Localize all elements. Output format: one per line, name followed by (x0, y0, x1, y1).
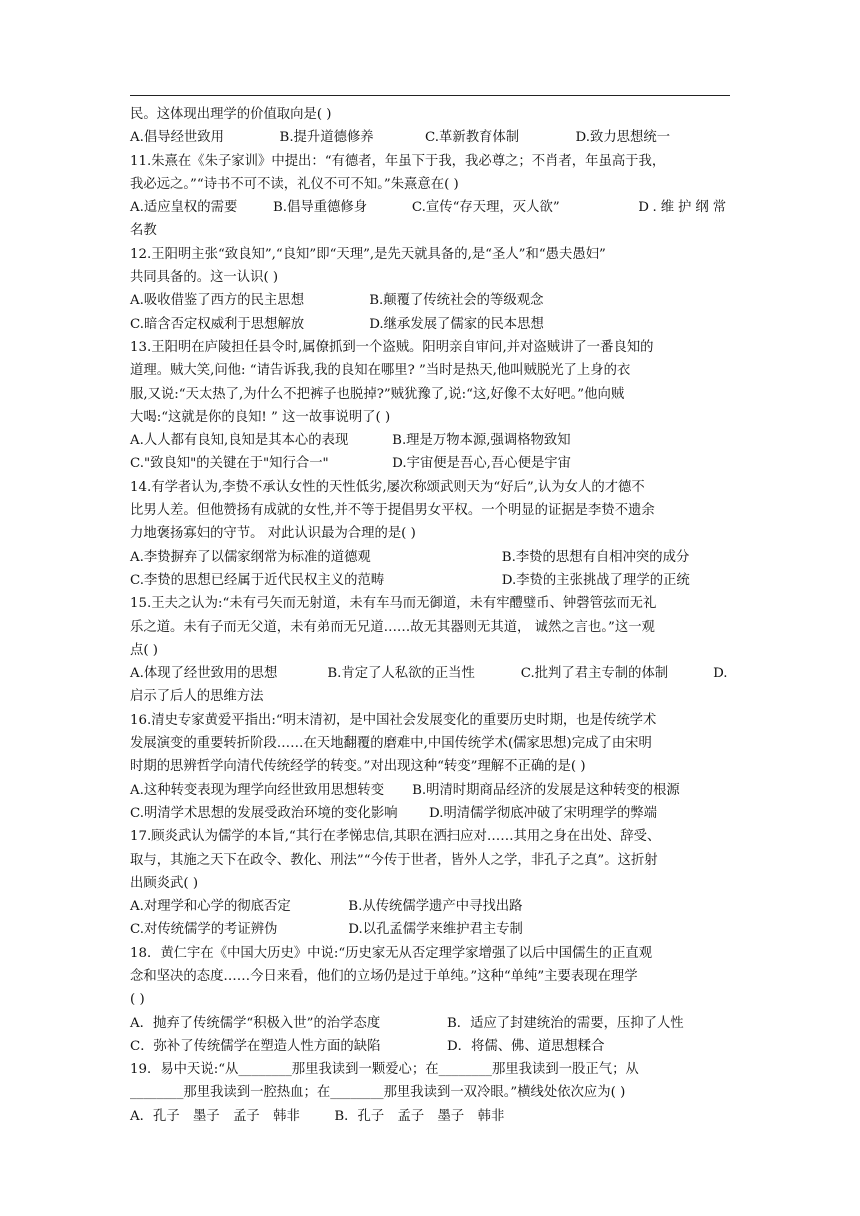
q13-stem-4: 大喝:“这就是你的良知! ” 这一故事说明了( ) (130, 409, 391, 425)
q17-stem-3: 出顾炎武( ) (130, 875, 199, 891)
q18-stem-1: 18．黄仁宇在《中国大历史》中说:“历史家无从否定理学家增强了以后中国儒生的正直观 (130, 945, 653, 961)
q16-options-row-1 (130, 779, 730, 802)
q17-option-a: A.对理学和心学的彻底否定 (130, 899, 291, 915)
q13-stem-2: 道理。贼大笑,问他: “请告诉我,我的良知在哪里? ”当时是热天,他叫贼脱光了上身的衣 (130, 363, 631, 379)
q14-options-row-1 (130, 546, 730, 569)
q12-option-d: D.继承发展了儒家的民本思想 (369, 316, 544, 332)
q13-option-d: D.宇宙便是吾心,吾心便是宇宙 (392, 456, 572, 472)
question-list (130, 103, 732, 1128)
q11-stem-1: 11.朱熹在《朱子家训》中提出：“有德者，年虽下于我，我必尊之；不肖者，年虽高于我， (130, 153, 666, 169)
q13-option-c: C."致良知"的关键在于"知行合一" (130, 456, 329, 472)
q16-stem-1: 16.清史专家黄爱平指出:“明末清初，是中国社会发展变化的重要历史时期，也是传统学术 (130, 712, 657, 728)
q11-options (130, 196, 730, 219)
header-rule (130, 95, 730, 96)
q13-option-b: B.理是万物本源,强调格物致知 (392, 433, 571, 449)
q16-option-b: B.明清时期商品经济的发展是这种转变的根源 (412, 782, 680, 798)
q13-option-a: A.人人都有良知,良知是其本心的表现 (130, 433, 349, 449)
q14-stem-2: 比男人差。但他赞扬有成就的女性,并不等于提倡男女平权。一个明显的证据是李贽不遗余 (130, 503, 655, 519)
q12-option-c: C.暗含否定权威利于思想解放 (130, 316, 305, 332)
q15-option-c: C.批判了君主专制的体制 (520, 666, 669, 682)
q18-option-b: B．适应了封建统治的需要，压抑了人性 (446, 1015, 684, 1031)
q11-option-a: A.适应皇权的需要 (130, 200, 238, 216)
q10-options (130, 126, 730, 149)
q10-option-a: A.倡导经世致用 (130, 130, 224, 146)
q15-option-d: D. (713, 666, 728, 682)
q12-options-row-2 (130, 313, 730, 336)
q11-option-d-cont: 名教 (130, 223, 157, 239)
q18-stem-3: ( ) (130, 992, 145, 1008)
q11-option-d: D.维护纲常 (638, 200, 731, 216)
q12-option-a: A.吸收借鉴了西方的民主思想 (130, 293, 305, 309)
q17-options-row-1 (130, 895, 730, 918)
q18-options-row-1 (130, 1012, 730, 1035)
q19-options (130, 1105, 730, 1128)
q15-stem-3: 点( ) (130, 642, 159, 658)
q13-options-row-2 (130, 452, 730, 475)
q10-option-b: B.提升道德修养 (279, 130, 374, 146)
q17-option-c: C.对传统儒学的考证辨伪 (130, 922, 278, 938)
q11-option-b: B.倡导重德修身 (272, 200, 368, 216)
q10-option-c: C.革新教育体制 (425, 130, 520, 146)
q14-option-a: A.李贽摒弃了以儒家纲常为标准的道德观 (130, 549, 371, 565)
q11-stem-2: 我必远之。”“诗书不可不读，礼仪不可不知。”朱熹意在( ) (130, 176, 459, 192)
q12-stem-2: 共同具备的。这一认识( ) (130, 270, 279, 286)
q13-stem-3: 服,又说:“天太热了,为什么不把裤子也脱掉?”贼犹豫了,说:“这,好像不太好吧。”他向贼 (130, 386, 625, 402)
q16-options-row-2 (130, 802, 730, 825)
q18-options-row-2 (130, 1035, 730, 1058)
q15-options (130, 662, 730, 685)
q18-option-a: A．抛弃了传统儒学“积极入世”的治学态度 (130, 1015, 381, 1031)
q14-option-b: B.李贽的思想有自相冲突的成分 (501, 549, 690, 565)
q19-option-a: A．孔子 墨子 孟子 韩非 (130, 1108, 300, 1124)
q18-option-d: D．将儒、佛、道思想糅合 (446, 1038, 605, 1054)
q16-stem-3: 时期的思辨哲学向清代传统经学的转变。”对出现这种“转变”理解不正确的是( ) (130, 759, 586, 775)
q14-option-c: C.李贽的思想已经属于近代民权主义的范畴 (130, 572, 385, 588)
q14-option-d: D.李贽的主张挑战了理学的正统 (501, 572, 690, 588)
q17-option-b: B.从传统儒学遗产中寻找出路 (348, 899, 523, 915)
q19-option-b: B．孔子 孟子 墨子 韩非 (334, 1108, 505, 1124)
q14-stem-3: 力地褒扬寡妇的守节。 对此认识最为合理的是( ) (130, 526, 416, 542)
q14-stem-1: 14.有学者认为,李贽不承认女性的天性低劣,屡次称颂武则天为“好后”,认为女人的才德不 (130, 479, 645, 495)
q10-stem: 民。这体现出理学的价值取向是( ) (130, 107, 332, 122)
q17-stem-2: 取与，其施之天下在政令、教化、刑法”“今传于世者，皆外人之学，非孔子之真”。这折射 (130, 852, 658, 868)
q12-options-row-1 (130, 289, 730, 312)
q12-option-b: B.颠覆了传统社会的等级观念 (369, 293, 544, 309)
q15-option-a: A.体现了经世致用的思想 (130, 666, 278, 682)
q18-stem-2: 念和坚决的态度……今日来看，他们的立场仍是过于单纯。”这种“单纯”主要表现在理学 (130, 968, 638, 984)
q19-stem-1: 19．易中天说:“从________那里我读到一颗爱心；在________那里我读到一股正气；从 (130, 1062, 639, 1078)
q18-option-c: C．弥补了传统儒学在塑造人性方面的缺陷 (130, 1038, 381, 1054)
q10-option-d: D.致力思想统一 (575, 130, 671, 146)
q11-option-c: C.宣传“存天理，灭人欲” (411, 200, 560, 216)
q12-stem-1: 12.王阳明主张“致良知”,“良知”即“天理”,是先天就具备的,是“圣人”和“愚夫愚妇” (130, 246, 606, 262)
q15-option-b: B.肯定了人私欲的正当性 (327, 666, 475, 682)
q13-stem-1: 13.王阳明在庐陵担任县令时,属僚抓到一个盗贼。阳明亲自审问,并对盗贼讲了一番良知的 (130, 339, 654, 355)
q16-option-d: D.明清儒学彻底冲破了宋明理学的弊端 (429, 805, 658, 821)
q16-stem-2: 发展演变的重要转折阶段……在天地翻覆的磨难中,中国传统学术(儒家思想)完成了由宋明 (130, 736, 652, 752)
q13-options-row-1 (130, 429, 730, 452)
q14-options-row-2 (130, 569, 730, 592)
q15-option-d-cont: 启示了后人的思维方法 (130, 689, 264, 705)
q15-stem-2: 乐之道。未有子而无父道，未有弟而无兄道……故无其器则无其道， 诚然之言也。”这一观 (130, 619, 655, 635)
q17-option-d: D.以孔孟儒学来维护君主专制 (348, 922, 523, 938)
q19-stem-2: ________那里我读到一腔热血；在________那里我读到一双冷眼。”横线处依次应为( ) (130, 1085, 626, 1101)
q16-option-c: C.明清学术思想的发展受政治环境的变化影响 (130, 805, 398, 821)
q15-stem-1: 15.王夫之认为:“未有弓矢而无射道，未有车马而无御道，未有牢醴璧币、钟磬管弦而无礼 (130, 596, 657, 612)
q17-stem-1: 17.顾炎武认为儒学的本旨,“其行在孝悌忠信,其职在洒扫应对……其用之身在出处、辞受、 (130, 829, 661, 845)
q16-option-a: A.这种转变表现为理学向经世致用思想转变 (130, 782, 385, 798)
q17-options-row-2 (130, 918, 730, 941)
